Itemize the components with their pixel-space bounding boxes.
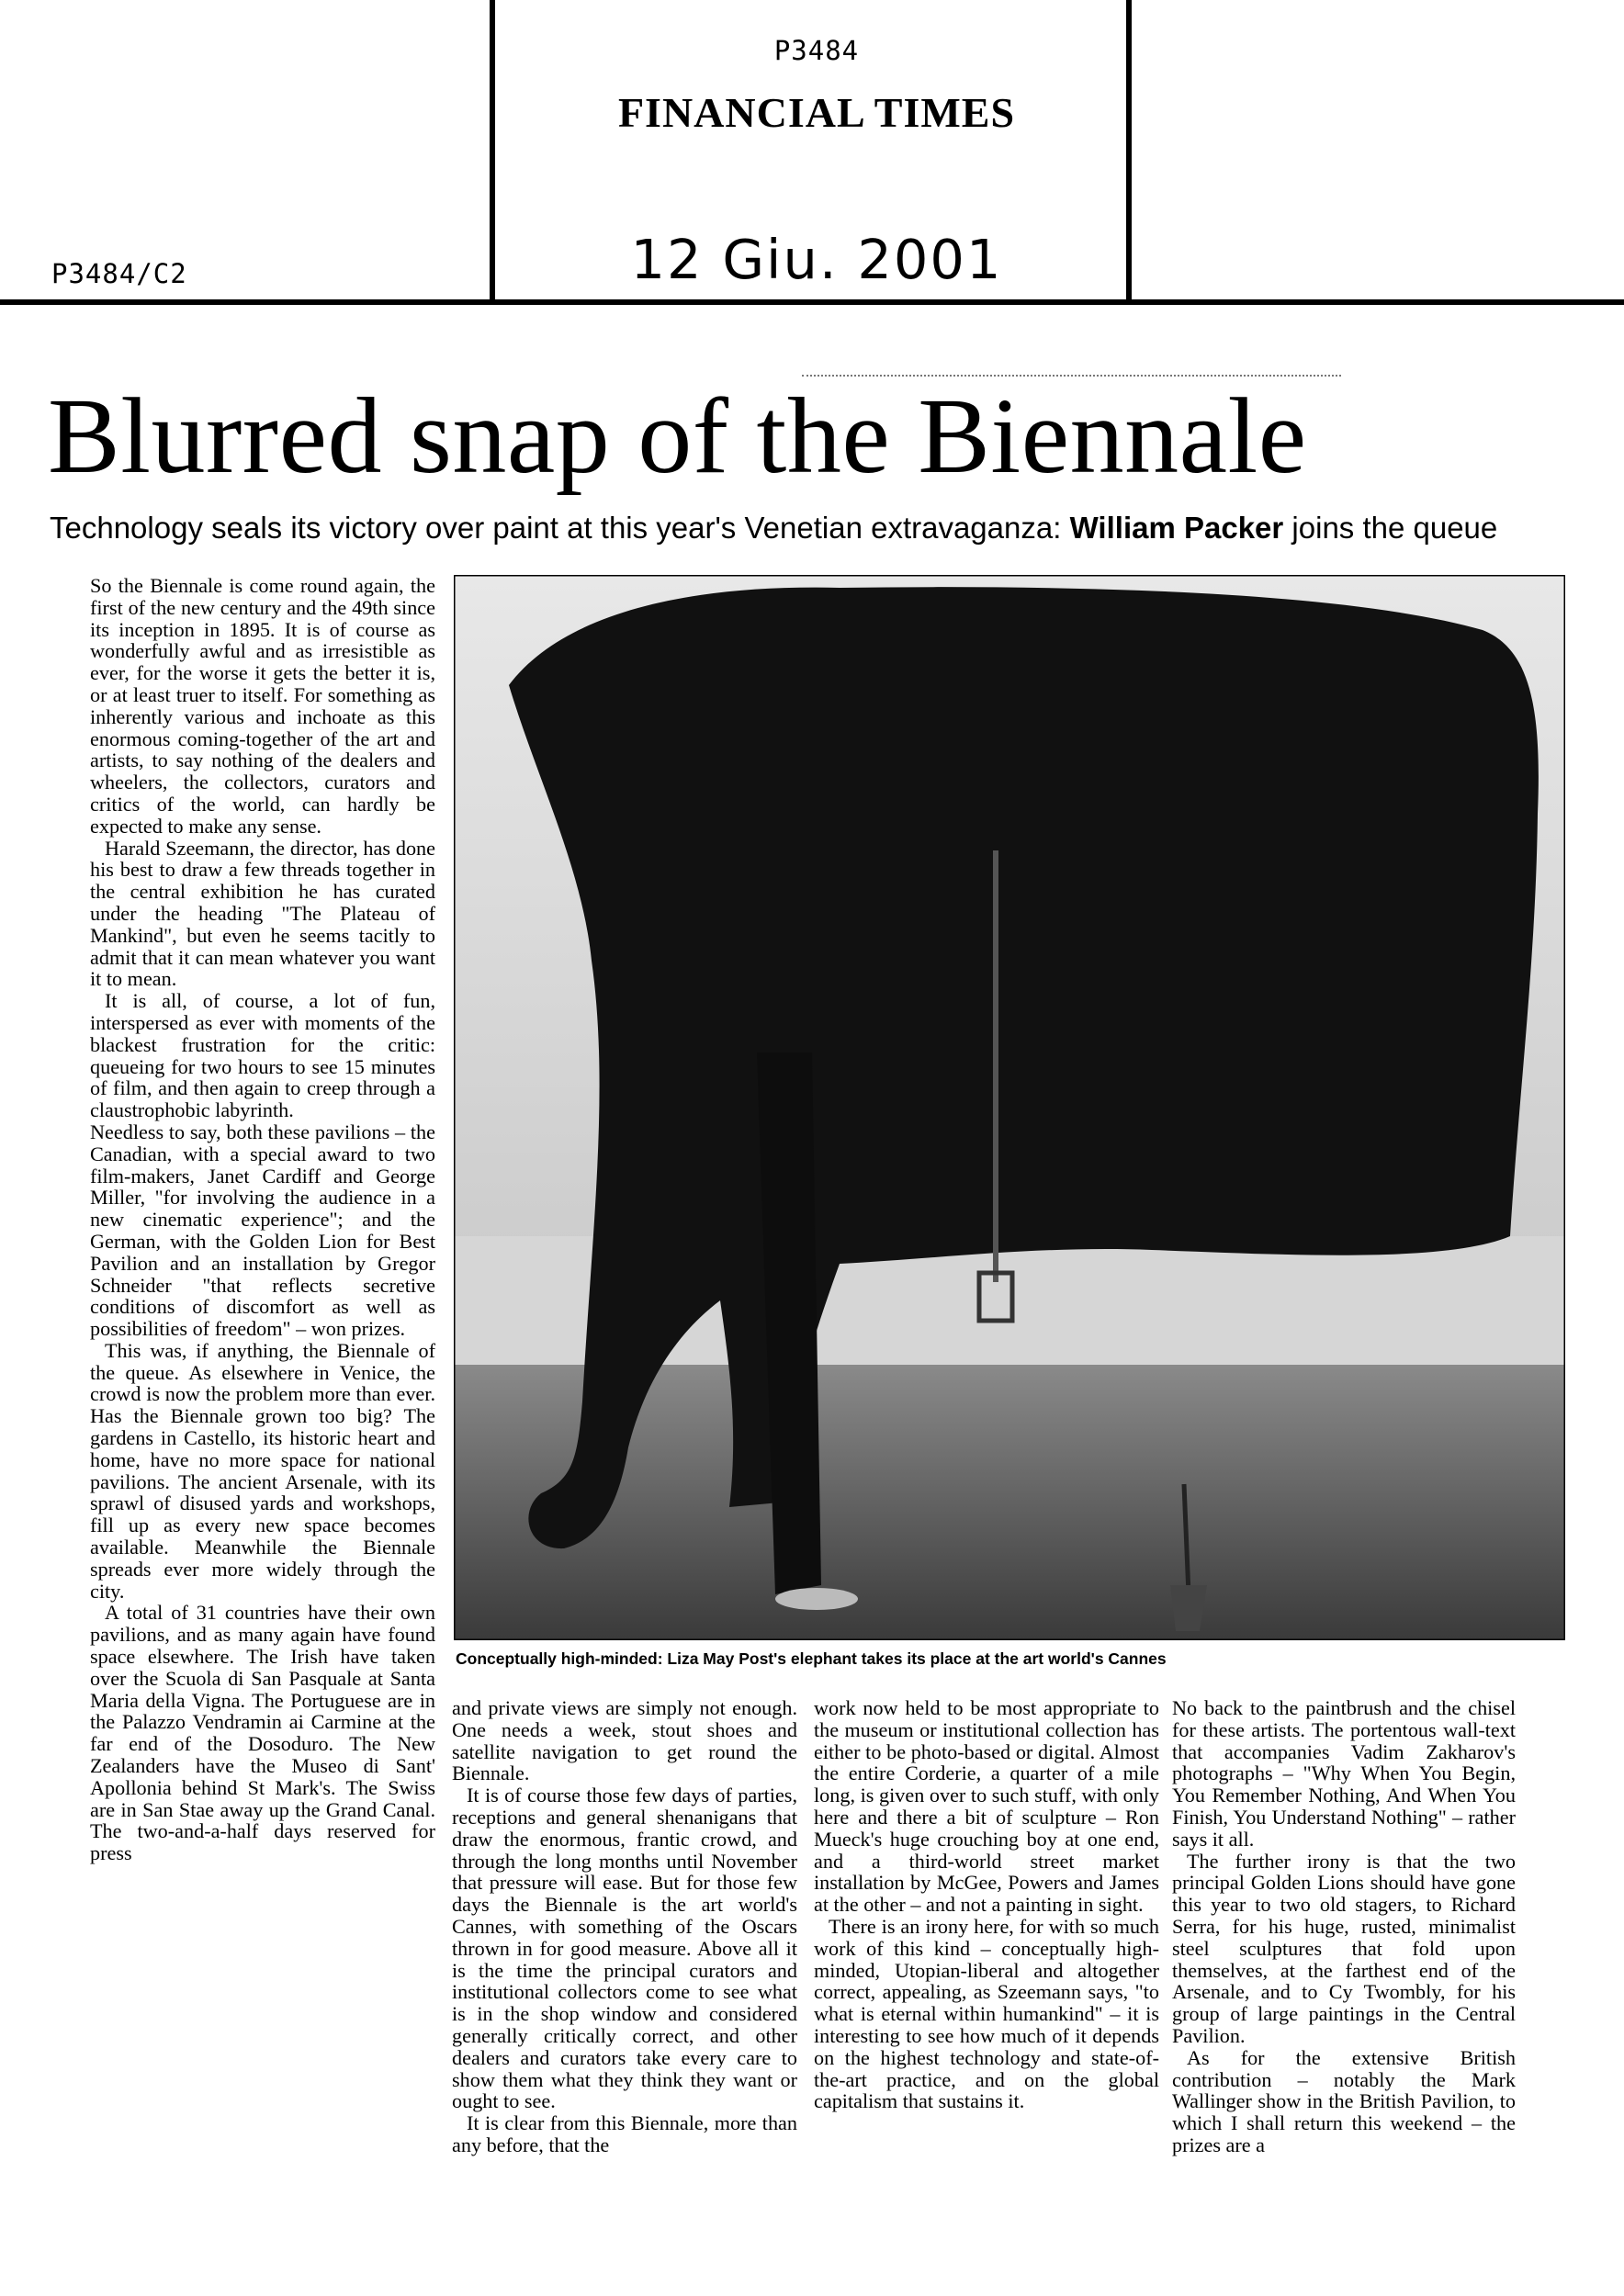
photo-caption: Conceptually high-minded: Liza May Post's elephant takes its place at the art world's Cannes — [456, 1649, 1167, 1668]
paragraph: There is an irony here, for with so much work of this kind – conceptually high-minded, Utopian-liberal and altogether correct, appealing, as Szeemann says, "to what is eternal within humankind" – it is interesting to see how much of it depends on the highest technology and state-of-the-art practice, and on the global capitalism that sustains it. — [814, 1914, 1159, 2113]
article-column-1 — [90, 575, 435, 1864]
paragraph: It is of course those few days of parties, receptions and general shenanigans that draw the enormous, frantic crowd, and through the long months until November that pressure will ease. But for those few days the Biennale is the art world's Cannes, with something of the Oscars thrown in for good measure. Above all it is the time the principal curators and institutional collectors come to see what is in the shop window and considered generally critically correct, and other dealers and curators take every care to show them what they think they want or ought to see. — [452, 1784, 797, 2113]
paragraph: As for the extensive British contribution – notably the Mark Wallinger show in the British Pavilion, to which I shall return this weekend – the prizes are a — [1172, 2045, 1516, 2156]
standfirst-lead: Technology seals its victory over paint at this year's Venetian extravaganza: — [50, 511, 1062, 545]
paragraph: It is all, of course, a lot of fun, interspersed as ever with moments of the blackest frustration for the critic: queueing for two hours to see 15 minutes of film, and then again to creep through a claustrophobic labyrinth. — [90, 989, 435, 1122]
author-name: William Packer — [1069, 511, 1284, 545]
paragraph: A total of 31 countries have their own pavilions, and as many again have found space elsewhere. The Irish have taken over the Scuola di San Pasquale at Santa Maria della Vigna. The Portuguese are in the Palazzo Vendramin ai Carmine at the far end of the Dosoduro. The New Zealanders have the Museo di Sant' Apollonia behind St Mark's. The Swiss are in San Stae away up the Grand Canal. The two-and-a-half days reserved for press — [90, 1601, 435, 1865]
paragraph: Harald Szeemann, the director, has done his best to draw a few threads together in the central exhibition he has curated under the heading "The Plateau of Mankind", but even he seems tacitly to admit that it can mean whatever you want it to mean. — [90, 836, 435, 991]
article-column-4 — [1172, 1697, 1516, 2156]
archive-reference-top: P3484 — [773, 35, 860, 66]
paragraph: This was, if anything, the Biennale of the queue. As elsewhere in Venice, the crowd is now the problem more than ever. Has the Biennale grown too big? The gardens in Castello, its historic heart and home, have no more space for national pavilions. The ancient Arsenale, with its sprawl of disused yards and workshops, fill up as every new space becomes available. Meanwhile the Biennale spreads ever more widely through the city. — [90, 1338, 435, 1603]
paragraph: So the Biennale is come round again, the first of the new century and the 49th since its inception in 1895. It is of course as wonderfully awful and as irresistible as ever, for the worse it gets the better it is, or at least truer to itself. For something as inherently various and inchoate as this enormous coming-together of the art and artists, to say nothing of the dealers and wheelers, the collectors, curators and critics of the world, can hardly be expected to make any sense. — [90, 574, 435, 838]
newspaper-name: FINANCIAL TIMES — [617, 89, 1016, 136]
standfirst-tail: joins the queue — [1291, 511, 1498, 545]
headline: Blurred snap of the Biennale — [48, 376, 1307, 496]
masthead-bottom-rule — [0, 299, 1624, 305]
archive-reference-left: P3484/C2 — [51, 258, 187, 289]
paragraph: Needless to say, both these pavilions – the Canadian, with a special award to two film-makers, Janet Cardiff and George Miller, "for involving the audience in a new cinematic experience"; and the German, with the Golden Lion for Best Pavilion and an installation by Gregor Schneider "that reflects secretive conditions of discomfort as well as possibilities of freedom" – won prizes. — [90, 1120, 435, 1341]
paragraph: The further irony is that the two principal Golden Lions should have gone this year to two old stagers, to Richard Serra, for his huge, rusted, minimalist steel sculptures that fold upon themselves, at the farthest end of the Arsenale, and to Cy Twombly, for his group of large paintings in the Central Pavilion. — [1172, 1849, 1516, 2047]
article-column-3 — [814, 1697, 1159, 2112]
paragraph: No back to the paintbrush and the chisel for these artists. The portentous wall-text that accompanies Vadim Zakharov's photographs – "Why When You Begin, You Remember Nothing, And When You Finish, You Understand Nothing" – rather says it all. — [1172, 1696, 1516, 1851]
paragraph: work now held to be most appropriate to the museum or institutional collection has either to be photo-based or digital. Almost the entire Corderie, a quarter of a mile long, is given over to such stuff, with only here and there a bit of sculpture – Ron Mueck's huge crouching boy at one end, and a third-world street market installation by McGee, Powers and James at the other – and not a painting in sight. — [814, 1696, 1159, 1917]
article-column-2 — [452, 1697, 797, 2156]
masthead-left-rule — [490, 0, 495, 301]
elephant-photo — [454, 575, 1565, 1640]
standfirst — [50, 511, 1497, 546]
publication-date: 12 Giu. 2001 — [630, 228, 1003, 291]
paragraph: It is clear from this Biennale, more than any before, that the — [452, 2111, 797, 2156]
elephant-photo-image — [454, 575, 1565, 1640]
paragraph: and private views are simply not enough. One needs a week, stout shoes and satellite navigation to get round the Biennale. — [452, 1696, 797, 1785]
